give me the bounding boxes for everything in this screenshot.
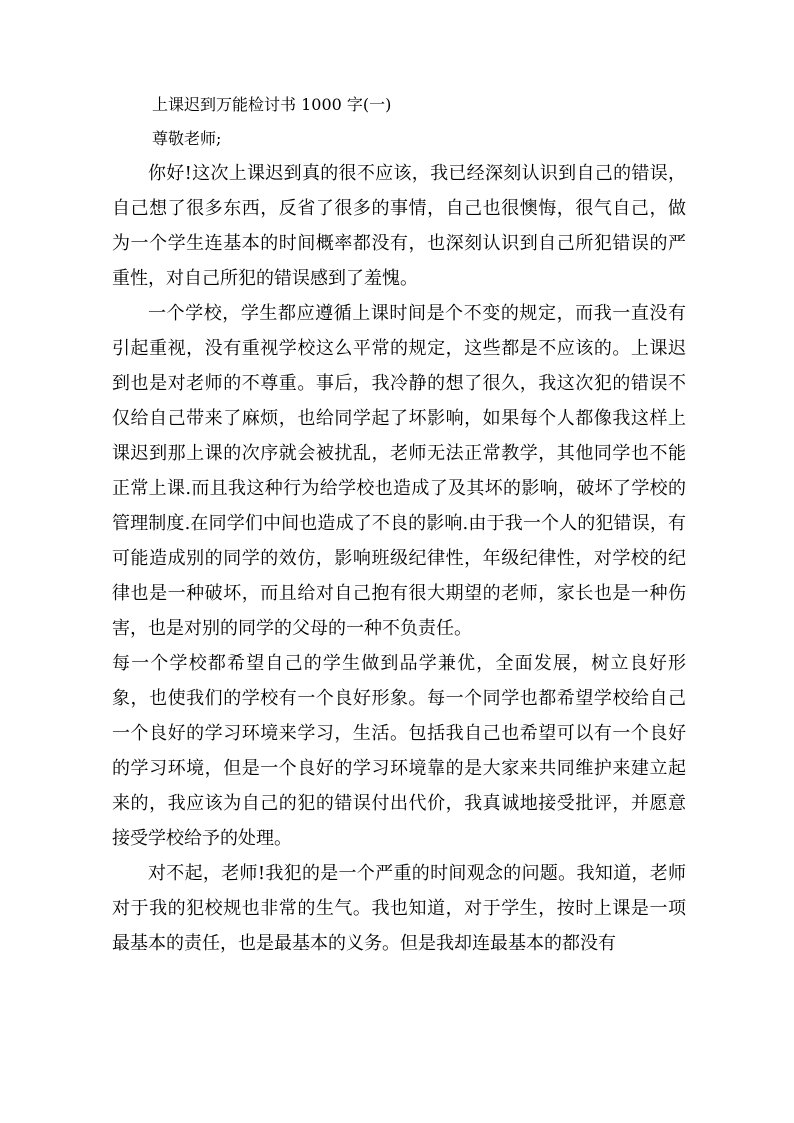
document-body: [112, 88, 686, 961]
paragraph-3: 每一个学校都希望自己的学生做到品学兼优，全面发展，树立良好形象，也使我们的学校有一个良好形象。每一个同学也都希望学校给自己一个良好的学习环境来学习，生活。包括我自己也希望可以有一个良好的学习环境，但是一个良好的学习环境靠的是大家来共同维护来建立起来的，我应该为自己的犯的错误付出代价，我真诚地接受批评，并愿意接受学校给予的处理。: [112, 653, 686, 849]
document-title: 上课迟到万能检讨书 1000 字(一): [152, 95, 392, 114]
paragraph-2: 一个学校，学生都应遵循上课时间是个不变的规定，而我一直没有引起重视，没有重视学校这么平常的规定，这些都是不应该的。上课迟到也是对老师的不尊重。事后，我冷静的想了很久，我这次犯的错误不仅给自己带来了麻烦，也给同学起了坏影响，如果每个人都像我这样上课迟到那上课的次序就会被扰乱，老师无法正常教学，其他同学也不能正常上课.而且我这种行为给学校也造成了及其坏的影响，破坏了学校的管理制度.在同学们中间也造成了不良的影响.由于我一个人的犯错误，有可能造成别的同学的效仿，影响班级纪律性，年级纪律性，对学校的纪律也是一种破坏，而且给对自己抱有很大期望的老师，家长也是一种伤害，也是对别的同学的父母的一种不负责任。: [112, 303, 686, 639]
paragraph-1: 你好!这次上课迟到真的很不应该，我已经深刻认识到自己的错误，自己想了很多东西，反省了很多的事情，自己也很懊悔，很气自己，做为一个学生连基本的时间概率都没有，也深刻认识到自己所犯错误的严重性，对自己所犯的错误感到了羞愧。: [112, 163, 686, 289]
paragraph-4: 对不起，老师!我犯的是一个严重的时间观念的问题。我知道，老师对于我的犯校规也非常的生气。我也知道，对于学生，按时上课是一项最基本的责任，也是最基本的义务。但是我却连最基本的都没有: [112, 863, 686, 954]
salutation: 尊敬老师;: [152, 129, 222, 148]
